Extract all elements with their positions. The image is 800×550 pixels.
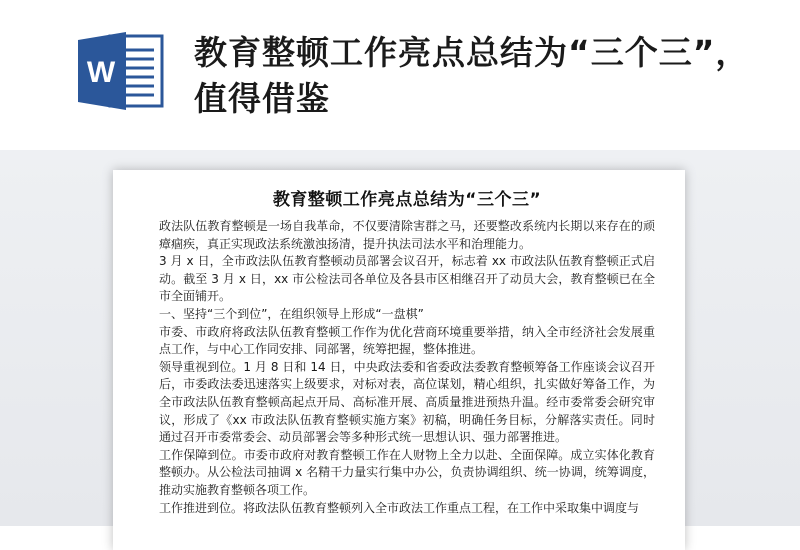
paragraph: 工作推进到位。将政法队伍教育整顿列入全市政法工作重点工程，在工作中采取集中调度与 xyxy=(159,500,640,515)
section-heading: 一、坚持“三个到位”，在组织领导上形成“一盘棋” xyxy=(159,306,424,321)
paragraph: 3 月 x 日，全市政法队伍教育整顿动员部署会议召开，标志着 xx 市政法队伍教育整顿正式启动。截至 3 月 x 日，xx 市公检法司各单位及各县市区相继召开了动员大会，教育整顿已在全市全面铺开。 xyxy=(159,254,655,304)
paragraph: 市委、市政府将政法队伍教育整顿工作作为优化营商环境重要举措，纳入全市经济社会发展重点工作，与中心工作同安排、同部署，统筹把握，整体推进。 xyxy=(159,324,655,357)
word-doc-icon xyxy=(76,30,166,112)
paragraph: 政法队伍教育整顿是一场自我革命，不仅要清除害群之马，还要整改系统内长期以来存在的顽瘴痼疾，真正实现政法系统激浊扬清，提升执法司法水平和治理能力。 xyxy=(159,219,655,251)
document-page xyxy=(113,170,685,550)
document-title: 教育整顿工作亮点总结为“三个三” xyxy=(272,190,542,210)
page-title: 教育整顿工作亮点总结为“三个三”，值得借鉴 xyxy=(194,33,750,118)
paragraph: 领导重视到位。1 月 8 日和 14 日，中央政法委和省委政法委教育整顿筹备工作座谈会议召开后，市委政法委迅速落实上级要求，对标对表，高位谋划，精心组织，扎实做好筹备工作，为全市政法队伍教育整顿高起点开局、高标准开展、高质量推进预热升温。经市委常委会研究审议，形成了《xx 市政法队伍教育整顿实施方案》初稿，明确任务目标，分解落实责任。同时通过召开市委常委会、动员部署会等多种形式统一思想认识、强力部署推进。 xyxy=(159,359,655,445)
word-letter: W xyxy=(86,56,116,89)
paragraph: 工作保障到位。市委市政府对教育整顿工作在人财物上全力以赴、全面保障。成立实体化教育整顿办。从公检法司抽调 x 名精干力量实行集中办公，负责协调组织、统一协调，统筹调度，推动实施教育整顿各项工作。 xyxy=(159,447,655,497)
